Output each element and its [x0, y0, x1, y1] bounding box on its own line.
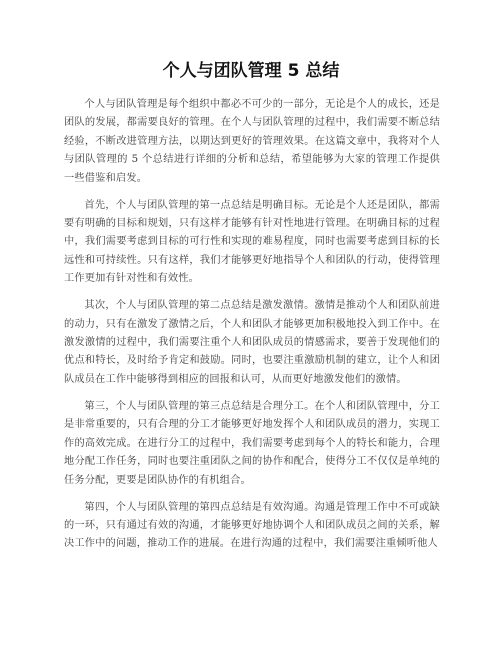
paragraph-point-1: 首先，个人与团队管理的第一点总结是明确目标。无论是个人还是团队，都需要有明确的目标和规划，只有这样才能够有针对性地进行管理。在明确目标的过程中，我们需要考虑到目标的可行性和实现的难易程度，同时也需要考虑到目标的长远性和可持续性。只有这样，我们才能够更好地指导个人和团队的行动，使得管理工作更加有针对性和有效性。	[64, 199, 440, 285]
document-body	[64, 96, 440, 562]
paragraph-point-4: 第四，个人与团队管理的第四点总结是有效沟通。沟通是管理工作中不可或缺的一环，只有通过有效的沟通，才能够更好地协调个人和团队成员之间的关系，解决工作中的问题，推动工作的进展。在进行沟通的过程中，我们需要注重倾听他人	[64, 501, 440, 550]
paragraph-point-2: 其次，个人与团队管理的第二点总结是激发激情。激情是推动个人和团队前进的动力，只有在激发了激情之后，个人和团队才能够更加积极地投入到工作中。在激发激情的过程中，我们需要注重个人和团队成员的情感需求，要善于发现他们的优点和特长，及时给予肯定和鼓励。同时，也要注重激励机制的建立，让个人和团队成员在工作中能够得到相应的回报和认可，从而更好地激发他们的激情。	[64, 300, 440, 385]
paragraph-intro: 个人与团队管理是每个组织中都必不可少的一部分，无论是个人的成长，还是团队的发展，都需要良好的管理。在个人与团队管理的过程中，我们需要不断总结经验，不断改进管理方法，以期达到更好的管理效果。在这篇文章中，我将对个人与团队管理的 5 个总结进行详细的分析和总结，希望能够为大家的管理工作提供一些借鉴和启发。	[64, 99, 440, 184]
document-title: 个人与团队管理 5 总结	[162, 61, 340, 81]
paragraph-point-3: 第三，个人与团队管理的第三点总结是合理分工。在个人和团队管理中，分工是非常重要的，只有合理的分工才能够更好地发挥个人和团队成员的潜力，实现工作的高效完成。在进行分工的过程中，我们需要考虑到每个人的特长和能力，合理地分配工作任务，同时也要注重团队之间的协作和配合，使得分工不仅仅是单纯的任务分配，更要是团队协作的有机组合。	[64, 400, 440, 486]
